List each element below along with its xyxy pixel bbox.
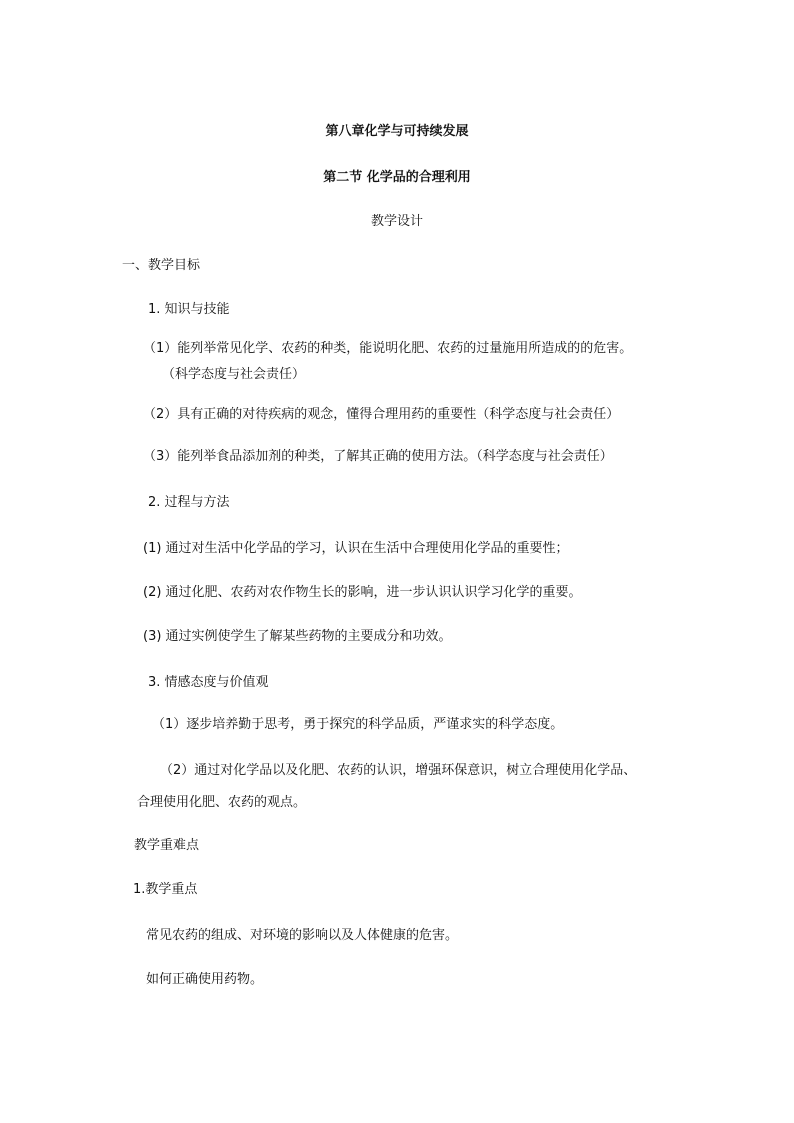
key-points-subheading: 1.教学重点 (133, 882, 198, 897)
section-title: 第二节 化学品的合理利用 (323, 170, 471, 185)
knowledge-item-2: （2）具有正确的对待疾病的观念，懂得合理用药的重要性（科学态度与社会责任） (143, 407, 620, 422)
process-item-2: (2) 通过化肥、农药对农作物生长的影响，进一步认识认识学习化学的重要。 (143, 585, 582, 600)
emotion-item-2-cont: 合理使用化肥、农药的观点。 (137, 795, 307, 810)
process-heading: 2. 过程与方法 (148, 495, 230, 510)
document-type: 教学设计 (370, 214, 423, 229)
process-item-1: (1) 通过对生活中化学品的学习，认识在生活中合理使用化学品的重要性； (143, 541, 569, 556)
knowledge-heading: 1. 知识与技能 (148, 302, 230, 317)
emotion-item-2: （2）通过对化学品以及化肥、农药的认识，增强环保意识，树立合理使用化学品、 (160, 763, 637, 778)
key-points-heading: 教学重难点 (134, 838, 200, 853)
emotion-item-1: （1）逐步培养勤于思考，勇于探究的科学品质，严谨求实的科学态度。 (152, 717, 564, 732)
knowledge-item-1: （1）能列举常见化学、农药的种类，能说明化肥、农药的过量施用所造成的的危害。 (143, 341, 633, 356)
process-item-3: (3) 通过实例使学生了解某些药物的主要成分和功效。 (143, 629, 452, 644)
chapter-title: 第八章化学与可持续发展 (325, 124, 469, 139)
objectives-heading: 一、教学目标 (122, 258, 201, 273)
key-point-item-1: 常见农药的组成、对环境的影响以及人体健康的危害。 (146, 928, 459, 943)
knowledge-item-3: （3）能列举食品添加剂的种类，了解其正确的使用方法。（科学态度与社会责任） (143, 449, 613, 464)
emotion-heading: 3. 情感态度与价值观 (148, 675, 269, 690)
knowledge-item-1-cont: （科学态度与社会责任） (162, 367, 306, 382)
key-point-item-2: 如何正确使用药物。 (146, 972, 264, 987)
